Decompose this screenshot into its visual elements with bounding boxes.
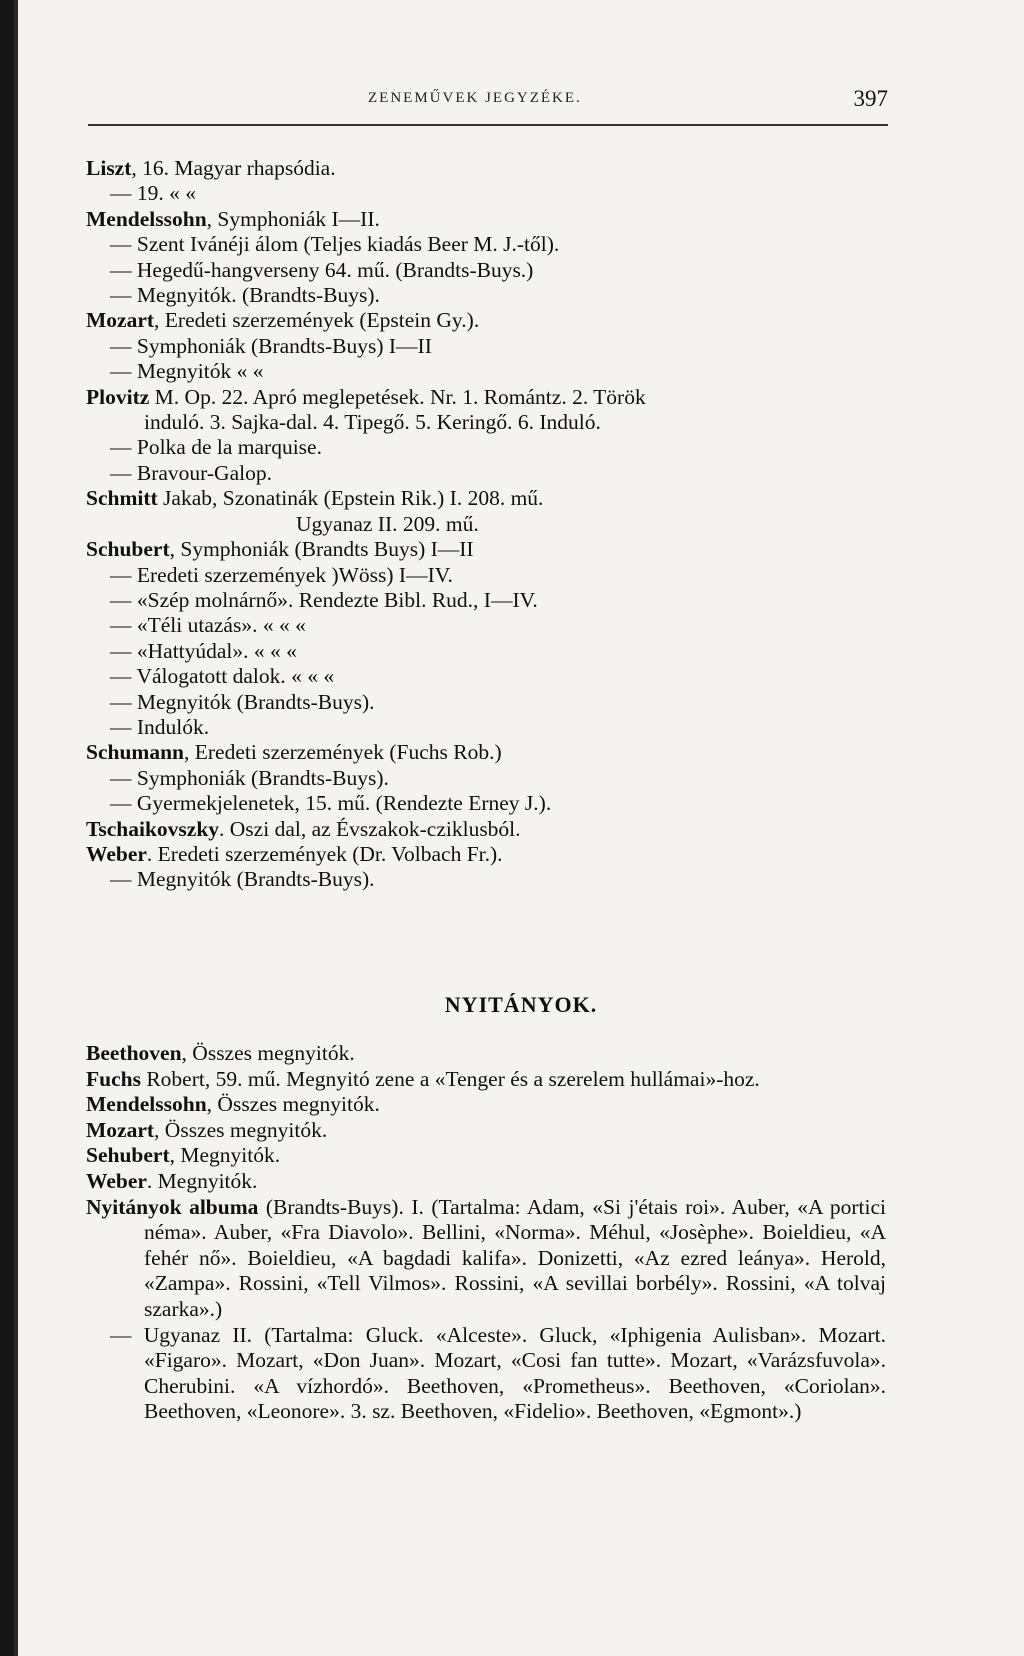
list-item — [86, 867, 886, 892]
scan-edge — [0, 0, 18, 1656]
entry-text: . Eredeti szerzemények (Dr. Volbach Fr.). — [146, 841, 503, 866]
score-list — [86, 156, 886, 893]
list-item — [86, 334, 886, 359]
list-item — [86, 842, 886, 867]
composer-name: Sehubert — [86, 1143, 170, 1168]
list-item — [86, 181, 886, 206]
list-item — [86, 715, 886, 740]
list-item — [86, 1041, 886, 1067]
list-item — [86, 232, 886, 257]
list-item — [86, 308, 886, 333]
list-item — [86, 639, 886, 664]
composer-name: Mozart — [86, 1117, 155, 1142]
entry-text: Ugyanaz II. 209. mű. — [296, 511, 479, 536]
overture-list — [86, 1041, 886, 1425]
entry-text: — Indulók. — [110, 714, 210, 739]
list-item — [86, 486, 886, 511]
list-item — [86, 156, 886, 181]
page-header — [88, 86, 888, 126]
list-item — [86, 283, 886, 308]
composer-name: Beethoven — [86, 1041, 182, 1065]
running-title: ZENEMŰVEK JEGYZÉKE. — [368, 90, 582, 106]
composer-name: Mendelssohn — [86, 1092, 207, 1117]
list-item — [86, 1143, 886, 1169]
list-item — [86, 766, 886, 791]
entry-text: — Megnyitók. (Brandts-Buys). — [110, 283, 380, 308]
entry-text: — «Szép molnárnő». Rendezte Bibl. Rud., I—IV. — [110, 587, 538, 612]
composer-name: Mendelssohn — [86, 206, 207, 231]
composer-name: Nyitányok albuma — [86, 1194, 259, 1219]
entry-text: — Eredeti szerzemények )Wöss) I—IV. — [110, 562, 453, 587]
entry-text: , Eredeti szerzemények (Fuchs Rob.) — [184, 740, 502, 765]
entry-text: , Összes megnyitók. — [181, 1041, 355, 1065]
entry-text: . Oszi dal, az Évszakok-cziklusból. — [219, 816, 521, 841]
list-item — [86, 664, 886, 689]
entry-text: — Megnyitók (Brandts-Buys). — [110, 867, 375, 892]
composer-name: Schmitt — [86, 486, 158, 511]
entry-text: , Symphoniák (Brandts Buys) I—II — [169, 537, 474, 562]
composer-name: Schumann — [86, 740, 184, 765]
entry-text: induló. 3. Sajka-dal. 4. Tipegő. 5. Keringő. 6. Induló. — [144, 410, 601, 435]
composer-name: Fuchs — [86, 1066, 141, 1091]
composer-name: Weber — [86, 1168, 147, 1193]
entry-text: — Hegedű-hangverseny 64. mű. (Brandts-Buys.) — [110, 257, 534, 282]
entry-text: — Megnyitók (Brandts-Buys). — [110, 689, 375, 714]
composer-name: Plovitz — [86, 384, 150, 409]
entry-text: , Eredeti szerzemények (Epstein Gy.). — [154, 308, 480, 333]
composer-name: Schubert — [86, 537, 170, 562]
composer-name: Mozart — [86, 308, 155, 333]
list-item — [86, 588, 886, 613]
list-item — [86, 385, 886, 410]
list-item — [86, 1323, 886, 1425]
entry-text: M. Op. 22. Apró meglepetések. Nr. 1. Romántz. 2. Török — [149, 384, 646, 409]
header-rule — [88, 124, 888, 126]
list-item — [86, 435, 886, 460]
entry-text: (Brandts-Buys). I. (Tartalma: Adam, «Si j'étais roi». Auber, «A portici néma». Auber, «Fra Diavolo». Bellini, «Norma». Méhul, «Josèphe». Boieldieu, «A fehér nő». Boieldieu, «A bagdadi kalifa». Donizetti, «Az ezred leánya». Herold, «Zampa». Rossini, «Tell Vilmos». Rossini, «A sevillai borbély». Rossini, «A tolvaj szarka».) — [144, 1194, 886, 1321]
composer-name: Tschaikovszky — [86, 816, 220, 841]
entry-text: — «Hattyúdal». « « « — [110, 638, 297, 663]
entry-text: , Symphoniák I—II. — [206, 206, 380, 231]
book-page — [18, 0, 1024, 1656]
entry-text: , Összes megnyitók. — [154, 1117, 328, 1142]
composer-name: Weber — [86, 841, 147, 866]
list-item — [86, 563, 886, 588]
entry-text: — Symphoniák (Brandts-Buys) I—II — [110, 333, 432, 358]
list-item — [86, 1195, 886, 1323]
entry-text: , Összes megnyitók. — [206, 1092, 380, 1117]
entry-text: Robert, 59. mű. Megnyitó zene a «Tenger és a szerelem hullámai»-hoz. — [140, 1066, 760, 1091]
list-item — [86, 258, 886, 283]
list-item — [86, 690, 886, 715]
entry-text: — Symphoniák (Brandts-Buys). — [110, 765, 389, 790]
list-item — [86, 537, 886, 562]
list-item — [86, 410, 886, 435]
entry-text: — Szent Ivánéji álom (Teljes kiadás Beer M. J.-től). — [110, 232, 560, 257]
list-item — [86, 461, 886, 486]
entry-text: . Megnyitók. — [146, 1168, 258, 1193]
entry-text: Jakab, Szonatinák (Epstein Rik.) I. 208. mű. — [157, 486, 544, 511]
entry-text: , Megnyitók. — [169, 1143, 281, 1168]
entry-text: — Ugyanaz II. (Tartalma: Gluck. «Alceste». Gluck, «Iphigenia Aulisban». Mozart. «Figaro». Mozart, «Don Juan». Mozart, «Cosi fan tutte». Mozart, «Varázsfuvola». Cherubini. «A vízhordó». Beethoven, «Prometheus». Beethoven, «Coriolan». Beethoven, «Leonore». 3. sz. Beethoven, «Fidelio». Beethoven, «Egmont».) — [110, 1322, 886, 1424]
list-item — [86, 1067, 886, 1093]
entry-text: — 19. « « — [110, 181, 196, 206]
entry-text: — Polka de la marquise. — [110, 435, 322, 460]
list-item — [86, 1118, 886, 1144]
entry-text: — Megnyitók « « — [110, 359, 264, 384]
list-item — [86, 207, 886, 232]
list-item — [86, 817, 886, 842]
entry-text: , 16. Magyar rhapsódia. — [131, 156, 336, 180]
entry-text: — Válogatott dalok. « « « — [110, 664, 335, 689]
entry-text: — Bravour-Galop. — [110, 460, 272, 485]
list-item — [86, 359, 886, 384]
list-item — [86, 740, 886, 765]
list-item — [86, 512, 886, 537]
list-item — [86, 791, 886, 816]
page-number: 397 — [853, 86, 888, 111]
entry-text: — Gyermekjelenetek, 15. mű. (Rendezte Erney J.). — [110, 791, 552, 816]
composer-name: Liszt — [86, 156, 132, 180]
list-item — [86, 613, 886, 638]
section-heading: NYITÁNYOK. — [444, 992, 598, 1017]
list-item — [86, 1169, 886, 1195]
entry-text: — «Téli utazás». « « « — [110, 613, 306, 638]
list-item — [86, 1092, 886, 1118]
